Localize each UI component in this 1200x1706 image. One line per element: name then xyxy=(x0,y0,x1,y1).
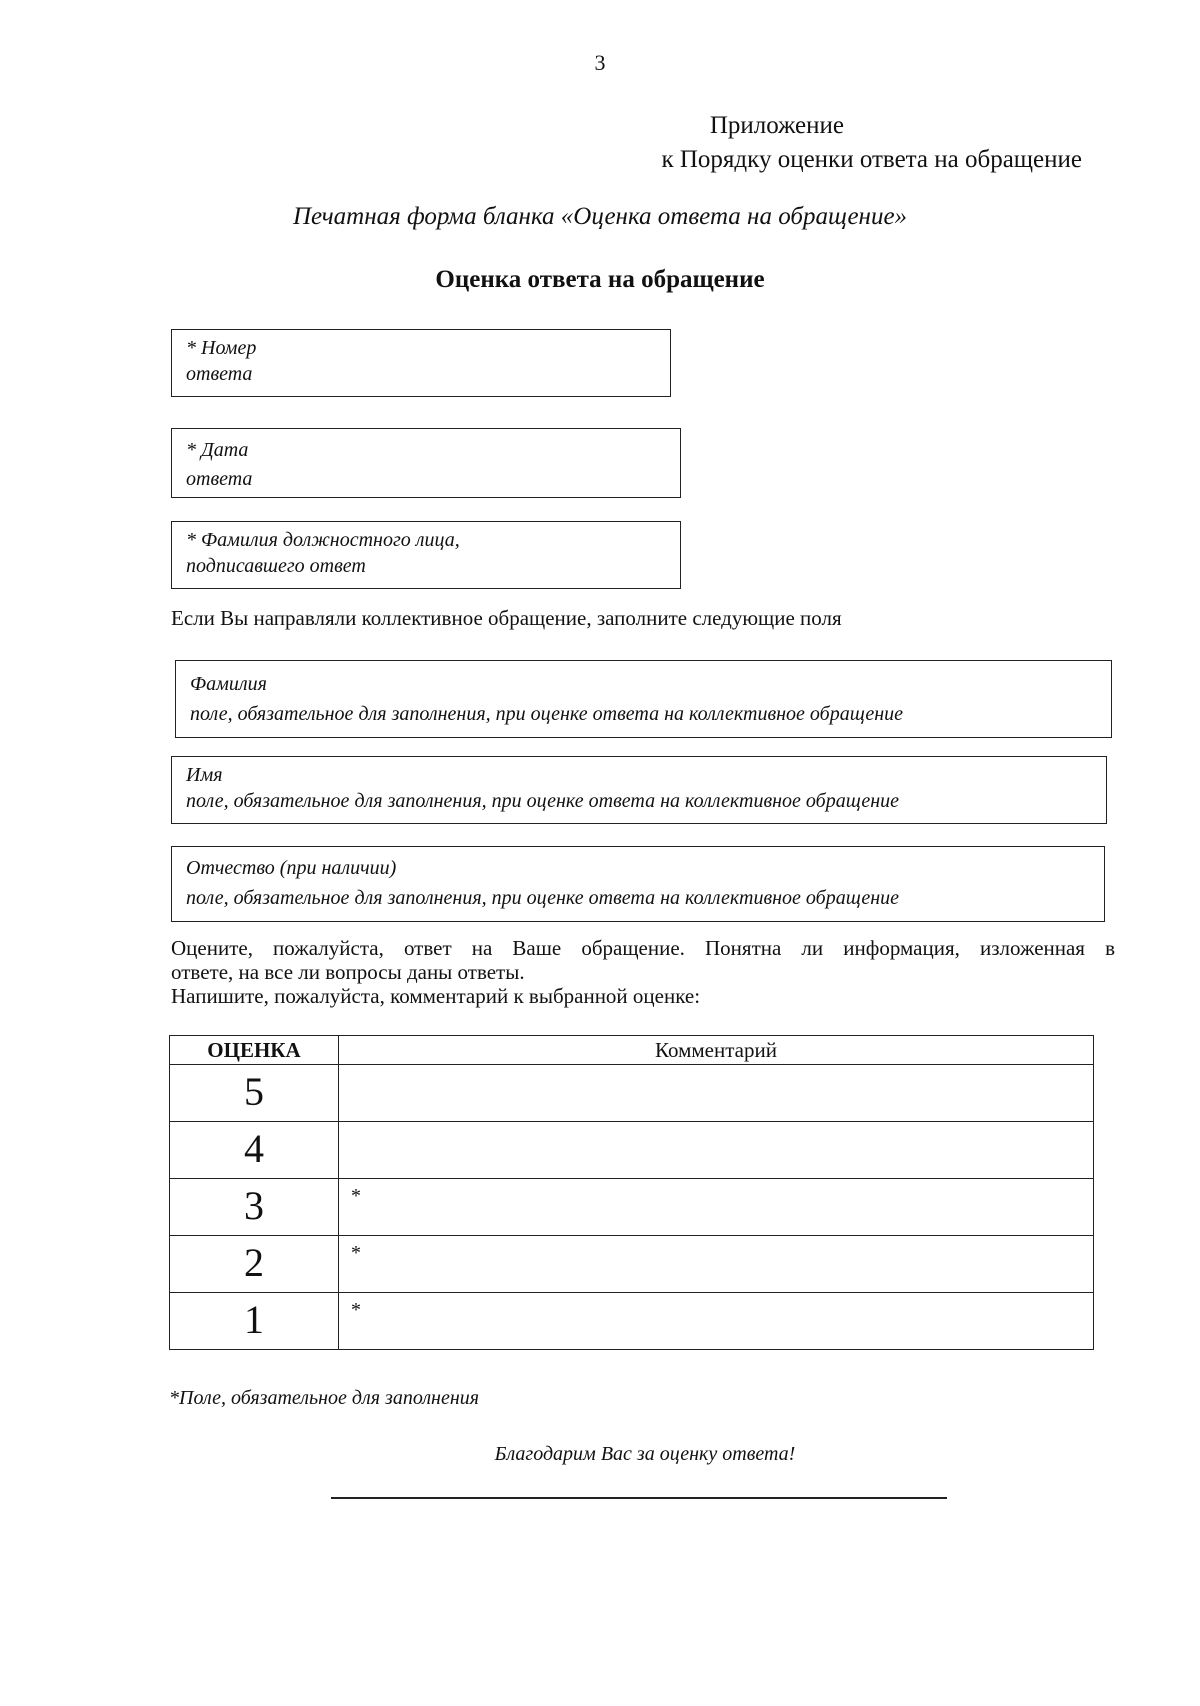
answer-date-label-1: * Дата xyxy=(186,439,249,461)
score-header: ОЦЕНКА xyxy=(170,1036,339,1065)
rating-table-header xyxy=(170,1036,1094,1065)
score-value[interactable]: 1 xyxy=(170,1293,339,1350)
rating-row-1[interactable] xyxy=(170,1293,1094,1350)
first-name-hint: поле, обязательное для заполнения, при оценке ответа на коллективное обращение xyxy=(186,790,899,812)
surname-label: Фамилия xyxy=(190,673,267,695)
first-name-field[interactable] xyxy=(171,756,1107,824)
comment-cell[interactable] xyxy=(339,1065,1094,1122)
instructions-line-2: ответе, на все ли вопросы даны ответы. xyxy=(171,960,525,984)
rating-row-2[interactable] xyxy=(170,1236,1094,1293)
instructions-line-3: Напишите, пожалуйста, комментарий к выбранной оценке: xyxy=(171,984,701,1008)
answer-number-label-2: ответа xyxy=(186,363,253,385)
answer-number-label-1: * Номер xyxy=(186,337,257,359)
comment-cell[interactable]: * xyxy=(339,1293,1094,1350)
answer-date-label-2: ответа xyxy=(186,468,253,490)
form-caption: Печатная форма бланка «Оценка ответа на обращение» xyxy=(292,203,908,230)
rating-row-4[interactable] xyxy=(170,1122,1094,1179)
surname-hint: поле, обязательное для заполнения, при оценке ответа на коллективное обращение xyxy=(190,703,903,725)
score-value[interactable]: 2 xyxy=(170,1236,339,1293)
comment-cell[interactable]: * xyxy=(339,1179,1094,1236)
surname-field[interactable] xyxy=(175,660,1112,738)
instructions-line-1: Оцените, пожалуйста, ответ на Ваше обращение. Понятна ли информация, изложенная в xyxy=(171,936,1115,960)
page-number: 3 xyxy=(594,50,606,75)
answer-number-field[interactable] xyxy=(171,329,671,397)
appendix-subtitle: к Порядку оценки ответа на обращение xyxy=(661,146,1082,173)
required-footnote: *Поле, обязательное для заполнения xyxy=(169,1387,480,1409)
official-surname-label-2: подписавшего ответ xyxy=(186,555,366,577)
comment-cell[interactable] xyxy=(339,1122,1094,1179)
official-surname-label-1: * Фамилия должностного лица, xyxy=(186,529,460,551)
official-surname-field[interactable] xyxy=(171,521,681,589)
patronymic-field[interactable] xyxy=(171,846,1105,922)
score-value[interactable]: 4 xyxy=(170,1122,339,1179)
patronymic-label: Отчество (при наличии) xyxy=(186,857,397,879)
patronymic-hint: поле, обязательное для заполнения, при оценке ответа на коллективное обращение xyxy=(186,887,899,909)
rating-table xyxy=(169,1035,1094,1350)
answer-date-field[interactable] xyxy=(171,428,681,498)
score-value[interactable]: 5 xyxy=(170,1065,339,1122)
rating-row-5[interactable] xyxy=(170,1065,1094,1122)
rating-row-3[interactable] xyxy=(170,1179,1094,1236)
appendix-title: Приложение xyxy=(709,112,844,139)
first-name-label: Имя xyxy=(186,764,223,786)
comment-cell[interactable]: * xyxy=(339,1236,1094,1293)
collective-note: Если Вы направляли коллективное обращение, заполните следующие поля xyxy=(171,606,842,630)
closing-divider xyxy=(331,1497,947,1499)
thanks-message: Благодарим Вас за оценку ответа! xyxy=(494,1443,796,1465)
score-value[interactable]: 3 xyxy=(170,1179,339,1236)
comment-header: Комментарий xyxy=(339,1036,1094,1065)
form-title: Оценка ответа на обращение xyxy=(435,266,765,293)
